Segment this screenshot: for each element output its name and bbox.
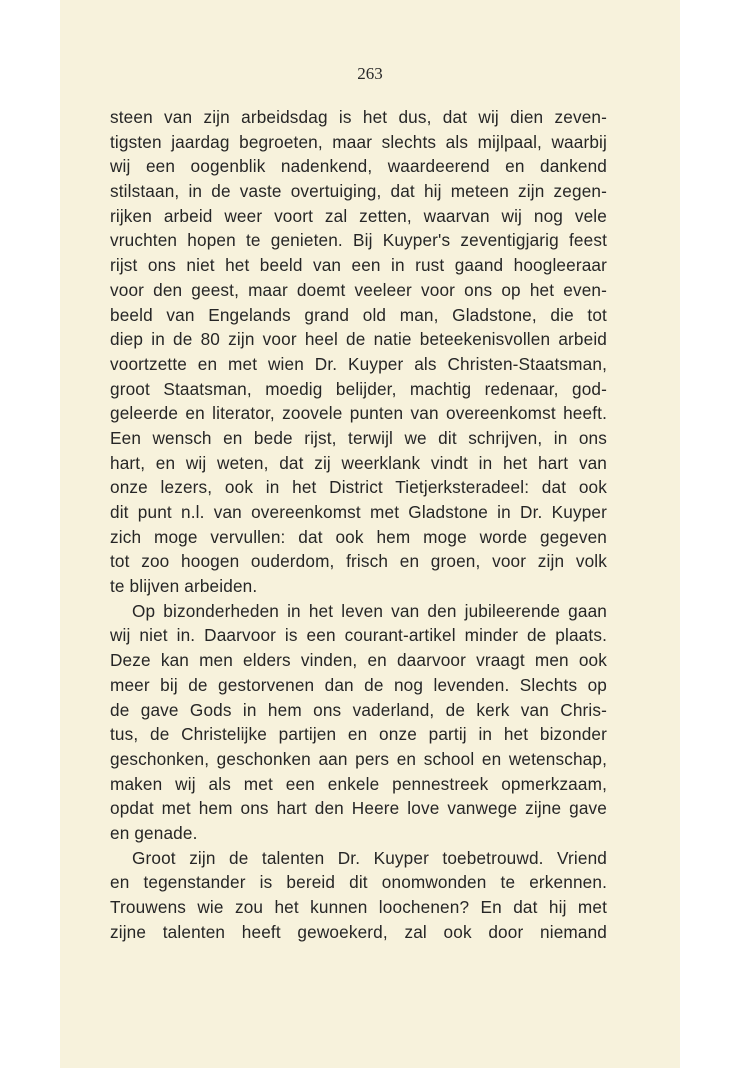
text-line: onze lezers, ook in het District Tietjerksteradeel: dat ook: [110, 477, 607, 498]
text-line: vruchten hopen te genieten. Bij Kuyper's zeventigjarig feest: [110, 230, 607, 251]
text-line: rijst ons niet het beeld van een in rust gaand hoogleeraar: [110, 255, 607, 276]
text-line: groot Staatsman, moedig belijder, machtig redenaar, god-: [110, 378, 607, 399]
text-line: beeld van Engelands grand old man, Gladstone, die tot: [110, 304, 607, 325]
text-line: dit punt n.l. van overeenkomst met Gladstone in Dr. Kuyper: [110, 502, 607, 522]
text-line: voor den geest, maar doemt veeleer voor ons op het even-: [110, 279, 607, 300]
text-line: tot zoo hoogen ouderdom, frisch en groen, voor zijn volk: [110, 551, 607, 572]
page-number: 263: [357, 64, 383, 83]
text-line: opdat met hem ons hart den Heere love vanwege zijne gave: [110, 798, 607, 819]
text-line: Een wensch en bede rijst, terwijl we dit schrijven, in ons: [110, 427, 607, 448]
text-line: hart, en wij weten, dat zij weerklank vindt in het hart van: [110, 452, 607, 473]
text-line: geleerde en literator, zoovele punten van overeenkomst heeft.: [110, 403, 607, 424]
paragraph-end-line: te blijven arbeiden.: [110, 576, 258, 597]
text-line: Deze kan men elders vinden, en daarvoor vraagt men ook: [110, 650, 607, 671]
book-page: [60, 0, 680, 1068]
text-line: meer bij de gestorvenen dan de nog levenden. Slechts op: [110, 674, 607, 695]
text-line: diep in de 80 zijn voor heel de natie beteekenisvollen arbeid: [110, 329, 607, 350]
text-line: zich moge vervullen: dat ook hem moge worde gegeven: [110, 526, 607, 547]
text-line: tus, de Christelijke partijen en onze partij in het bizonder: [110, 724, 607, 745]
text-line: Trouwens wie zou het kunnen loochenen? En dat hij met: [110, 897, 607, 917]
paragraph-start-line: Op bizonderheden in het leven van den jubileerende gaan: [132, 600, 607, 621]
text-line: steen van zijn arbeidsdag is het dus, dat wij dien zeven-: [110, 107, 607, 127]
text-line: wij een oogenblik nadenkend, waardeerend en dankend: [110, 156, 607, 177]
text-line: rijken arbeid weer voort zal zetten, waarvan wij nog vele: [110, 205, 607, 226]
text-line: zijne talenten heeft gewoekerd, zal ook door niemand: [110, 921, 607, 942]
text-line: wij niet in. Daarvoor is een courant-artikel minder de plaats.: [110, 625, 607, 646]
paragraph-end-line: en genade.: [110, 822, 198, 843]
paragraph-start-line: Groot zijn de talenten Dr. Kuyper toebetrouwd. Vriend: [132, 847, 607, 868]
text-line: de gave Gods in hem ons vaderland, de kerk van Chris-: [110, 699, 607, 720]
text-line: geschonken, geschonken aan pers en school en wetenschap,: [110, 748, 607, 769]
text-line: en tegenstander is bereid dit onomwonden te erkennen.: [110, 872, 607, 893]
text-line: tigsten jaardag begroeten, maar slechts als mijlpaal, waarbij: [110, 131, 607, 152]
body-text: [110, 105, 607, 944]
text-line: maken wij als met een enkele pennestreek opmerkzaam,: [110, 773, 607, 794]
text-line: stilstaan, in de vaste overtuiging, dat hij meteen zijn zegen-: [110, 181, 607, 202]
text-line: voortzette en met wien Dr. Kuyper als Christen-Staatsman,: [110, 353, 607, 374]
